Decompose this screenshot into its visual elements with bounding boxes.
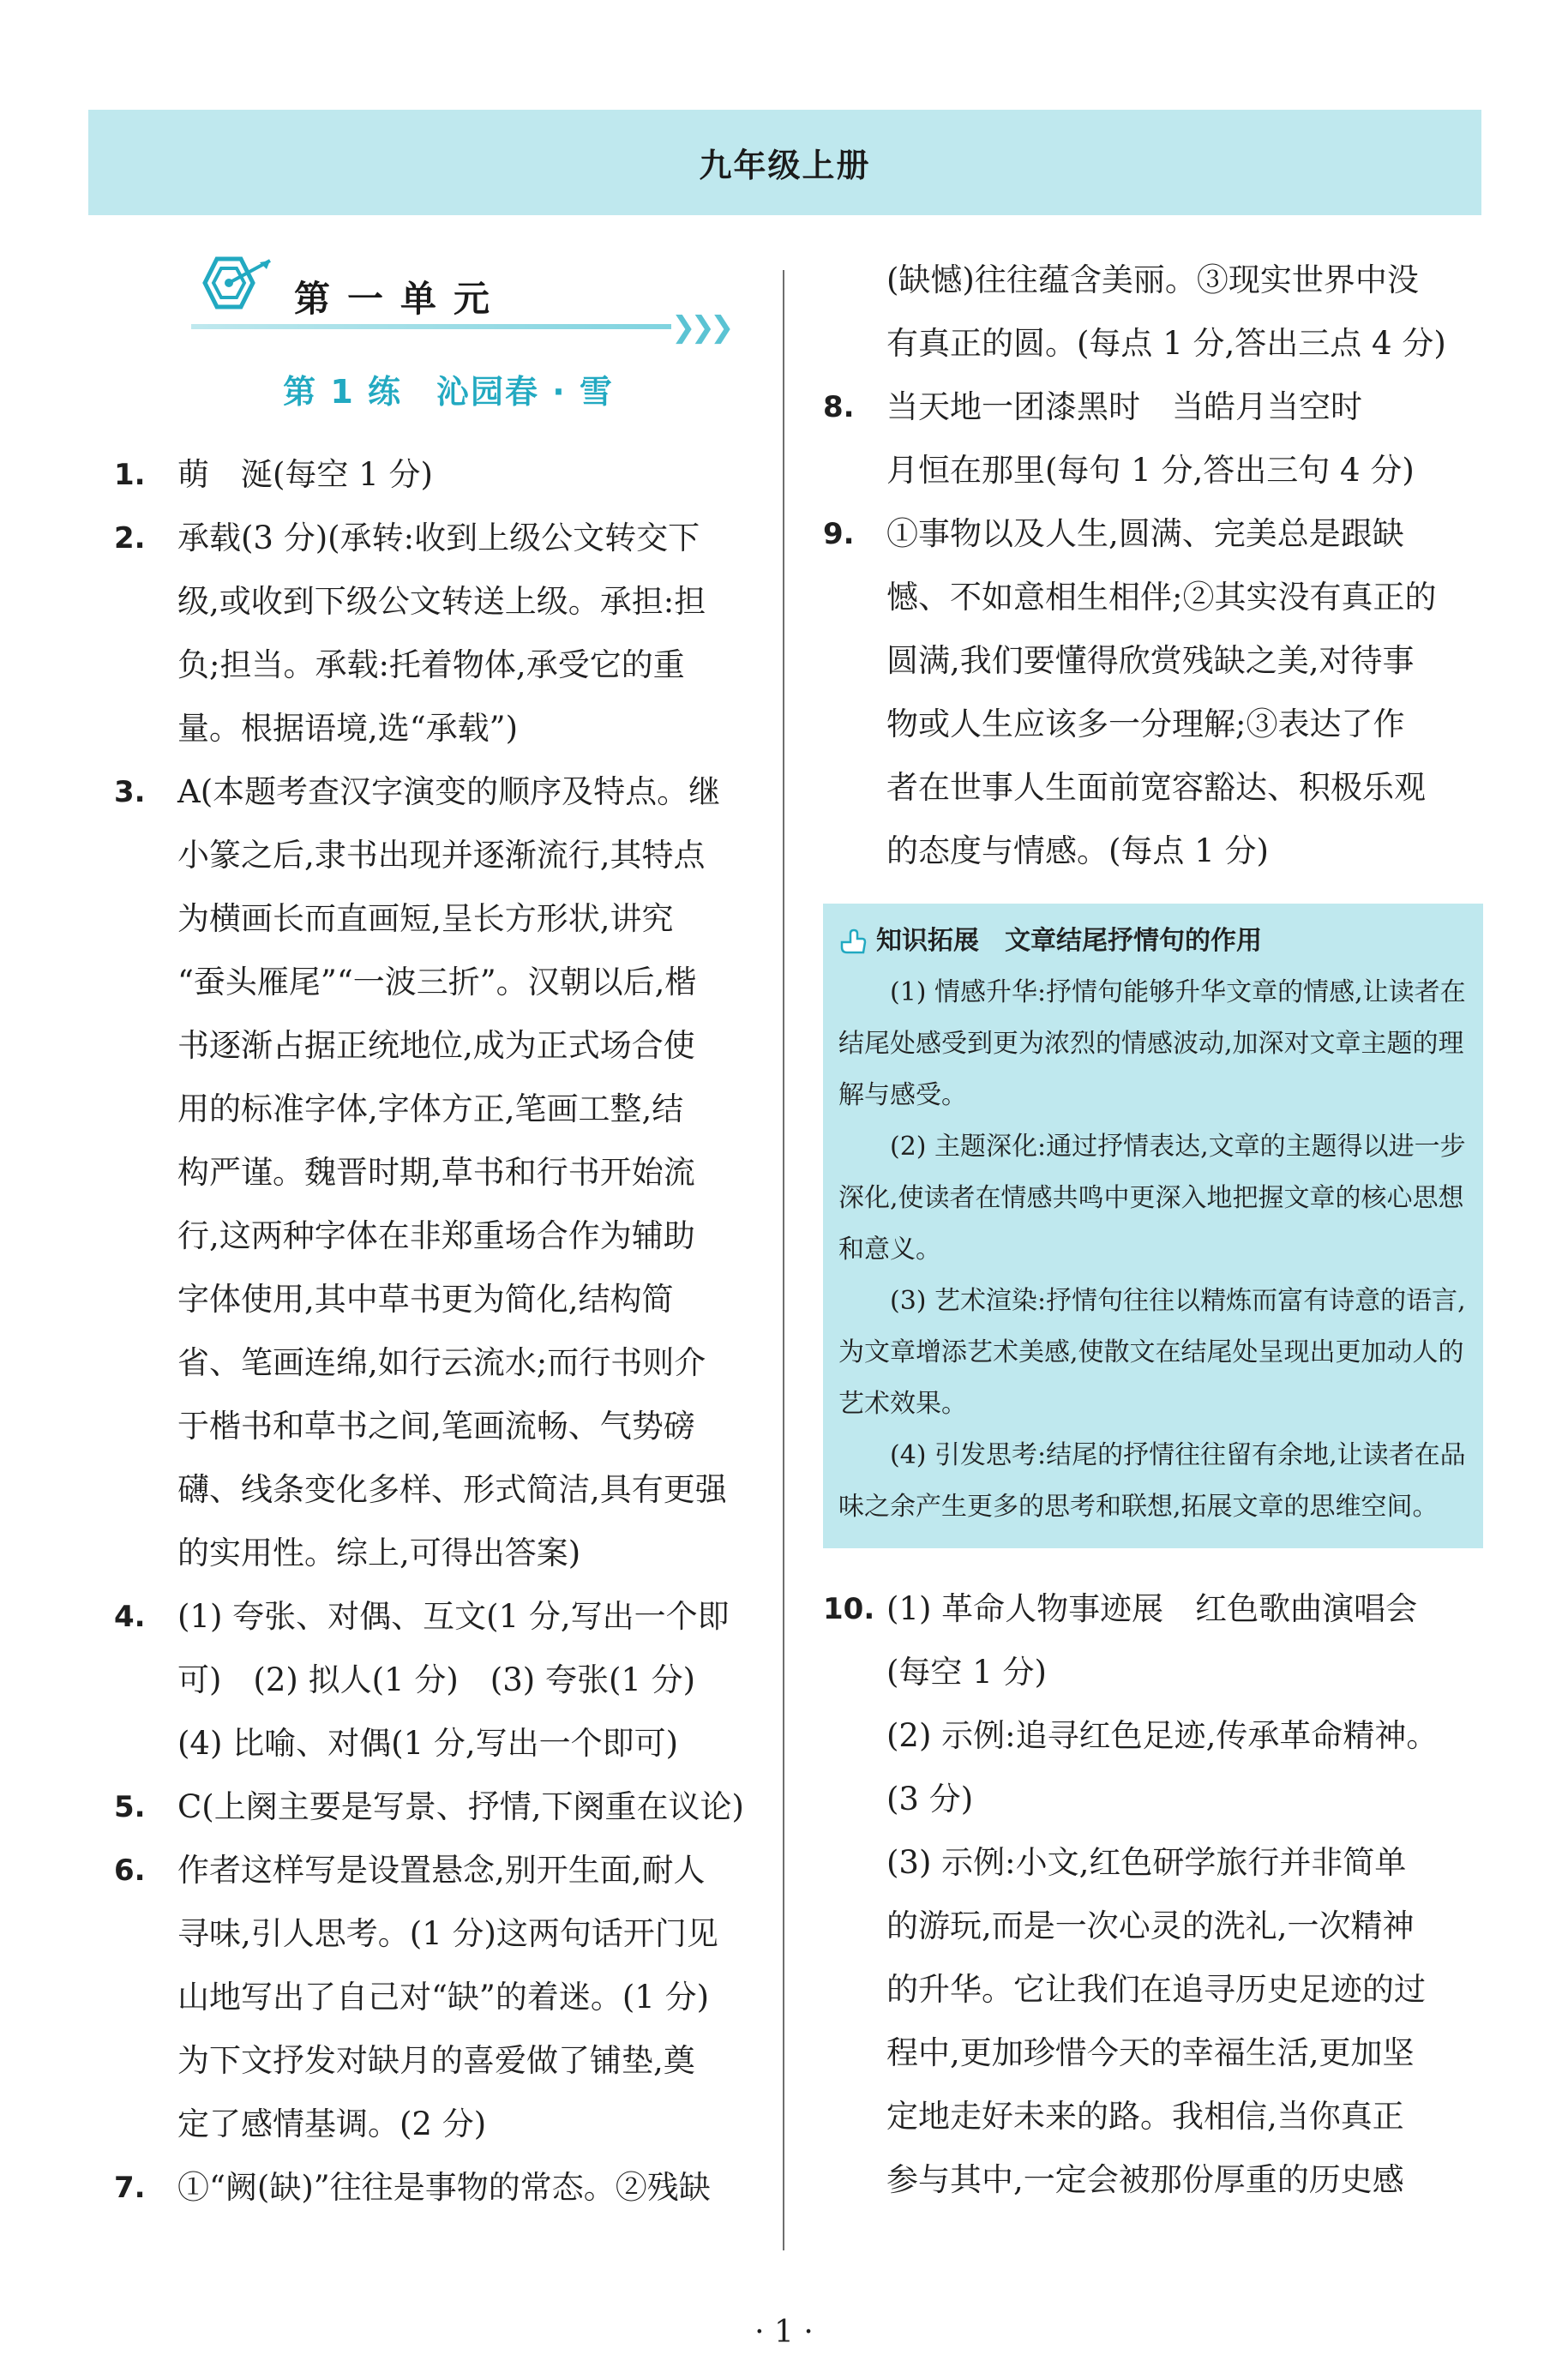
header-band [88,110,1481,215]
question-answer [177,443,783,507]
answer-line: ①事物以及人生,圆满、完美总是跟缺 [886,515,1404,552]
right-question-list-a [823,249,1483,883]
question-number: 3. [114,775,146,809]
answer-line: (1) 夸张、对偶、互文(1 分,写出一个即 [177,1598,730,1635]
unit-underline [191,324,671,329]
page-number: · 1 · [754,2315,814,2350]
answer-line: 山地写出了自己对“缺”的着迷。(1 分) [177,1979,710,2016]
question-answer [886,249,1483,375]
note-paragraph: (1) 情感升华:抒情句能够升华文章的情感,让读者在结尾处感受到更为浓烈的情感波动,加深对文章主题的理解与感受。 [838,977,1466,1110]
answer-line: 定了感情基调。(2 分) [177,2106,487,2142]
left-column [114,249,783,2220]
question-answer [886,375,1483,502]
note-paragraph: (2) 主题深化:通过抒情表达,文章的主题得以进一步深化,使读者在情感共鸣中更深入地把握文章的核心思想和意义。 [838,1132,1466,1265]
answer-line: 级,或收到下级公文转送上级。承担:担 [177,583,706,620]
answer-line: 物或人生应该多一分理解;③表达了作 [886,706,1405,742]
answer-line: 当天地一团漆黑时 当皓月当空时 [886,388,1362,425]
unit-title: 第一单元 [294,278,508,320]
question-item [114,443,783,507]
answer-line: 的游玩,而是一次心灵的洗礼,一次精神 [886,1907,1415,1944]
question-item [114,760,783,1585]
question-answer [177,1585,783,1775]
answer-line: 的升华。它让我们在追寻历史足迹的过 [886,1971,1426,2008]
answer-line: 量。根据语境,选“承载”) [177,710,519,747]
question-number: 7. [114,2171,146,2205]
answer-line: 字体使用,其中草书更为简化,结构简 [177,1281,674,1318]
answer-line: 萌 涎(每空 1 分) [177,456,433,493]
question-answer [177,1775,783,1839]
question-item [823,1577,1483,2212]
lesson-title: 第 1 练 沁园春 · 雪 [283,373,614,411]
answer-line: 者在世事人生面前宽容豁达、积极乐观 [886,769,1426,806]
answer-line: 的态度与情感。(每点 1 分) [886,832,1269,869]
answer-line: A(本题考查汉字演变的顺序及特点。继 [177,773,721,810]
question-item [114,2156,783,2220]
answer-line: 作者这样写是设置悬念,别开生面,耐人 [177,1852,706,1889]
question-answer [177,507,783,760]
answer-line: 省、笔画连绵,如行云流水;而行书则介 [177,1344,706,1381]
chevrons-icon: ❯❯❯ [671,310,730,345]
question-item [823,375,1483,502]
note-title: 文章结尾抒情句的作用 [1005,926,1262,956]
question-number: 4. [114,1600,146,1634]
note-label: 知识拓展 [876,926,979,956]
answer-line: (1) 革命人物事迹展 红色歌曲演唱会 [886,1590,1418,1627]
question-number: 2. [114,521,146,556]
answer-line: 定地走好未来的路。我相信,当你真正 [886,2098,1404,2135]
answer-line: 有真正的圆。(每点 1 分,答出三点 4 分) [886,325,1446,362]
answer-line: ①“阙(缺)”往往是事物的常态。②残缺 [177,2169,711,2206]
answer-line: 小篆之后,隶书出现并逐渐流行,其特点 [177,837,706,874]
answer-line: 憾、不如意相生相伴;②其实没有真正的 [886,579,1437,616]
answer-line: 用的标准字体,字体方正,笔画工整,结 [177,1090,684,1127]
question-item [114,507,783,760]
question-item [823,249,1483,375]
question-item [823,502,1483,883]
question-answer [177,1839,783,2156]
answer-line: 圆满,我们要懂得欣赏残缺之美,对待事 [886,642,1415,679]
question-number: 9. [823,517,855,551]
question-number: 1. [114,458,146,492]
question-number: 10. [823,1592,875,1626]
answer-line: (缺憾)往往蕴含美丽。③现实世界中没 [886,261,1419,298]
question-item [114,1585,783,1775]
right-question-list-b [823,1577,1483,2212]
answer-line: (2) 示例:追寻红色足迹,传承革命精神。 [886,1717,1439,1754]
answer-line: 为横画长而直画短,呈长方形状,讲究 [177,900,674,937]
note-paragraph: (3) 艺术渲染:抒情句往往以精炼而富有诗意的语言,为文章增添艺术美感,使散文在结尾处呈现出更加动人的艺术效果。 [838,1286,1466,1419]
answer-line: 礴、线条变化多样、形式简洁,具有更强 [177,1471,727,1508]
answer-line: (3) 示例:小文,红色研学旅行并非简单 [886,1844,1407,1881]
question-item [114,1839,783,2156]
question-answer [886,1577,1483,2212]
answer-line: 可) (2) 拟人(1 分) (3) 夸张(1 分) [177,1661,696,1698]
answer-line: 书逐渐占据正统地位,成为正式场合使 [177,1027,695,1064]
knowledge-extension-box [823,904,1483,1548]
answer-line: 程中,更加珍惜今天的幸福生活,更加坚 [886,2034,1415,2071]
answer-line: (4) 比喻、对偶(1 分,写出一个即可) [177,1725,679,1762]
page-title: 九年级上册 [699,147,871,184]
note-header [838,916,1468,967]
answer-line: 负;担当。承载:托着物体,承受它的重 [177,646,685,683]
question-answer [177,2156,783,2220]
answer-line: 构严谨。魏晋时期,草书和行书开始流 [177,1154,695,1191]
left-question-list [114,443,783,2220]
answer-line: C(上阕主要是写景、抒情,下阕重在议论) [177,1788,744,1825]
question-answer [177,760,783,1585]
note-paragraphs [838,967,1468,1533]
right-column [823,249,1483,2212]
question-item [114,1775,783,1839]
answer-line: (3 分) [886,1781,974,1817]
question-number: 5. [114,1790,146,1824]
answer-line: 参与其中,一定会被那份厚重的历史感 [886,2161,1404,2198]
question-number: 8. [823,390,855,424]
answer-line: 于楷书和草书之间,笔画流畅、气势磅 [177,1408,695,1445]
answer-line: “蚕头雁尾”“一波三折”。汉朝以后,楷 [177,964,697,1000]
answer-line: (每空 1 分) [886,1654,1047,1691]
answer-line: 寻味,引人思考。(1 分)这两句话开门见 [177,1915,718,1952]
column-divider [783,270,784,2250]
answer-line: 行,这两种字体在非郑重场合作为辅助 [177,1217,695,1254]
answer-line: 承载(3 分)(承转:收到上级公文转交下 [177,520,700,556]
answer-line: 为下文抒发对缺月的喜爱做了铺垫,奠 [177,2042,695,2079]
pointing-hand-icon [838,927,868,956]
answer-line: 的实用性。综上,可得出答案) [177,1535,581,1571]
hexagon-target-icon [191,255,277,315]
question-number: 6. [114,1853,146,1888]
unit-banner [191,249,783,343]
answer-line: 月恒在那里(每句 1 分,答出三句 4 分) [886,452,1415,489]
question-answer [886,502,1483,883]
note-paragraph: (4) 引发思考:结尾的抒情往往留有余地,让读者在品味之余产生更多的思考和联想,拓展文章的思维空间。 [838,1440,1466,1522]
